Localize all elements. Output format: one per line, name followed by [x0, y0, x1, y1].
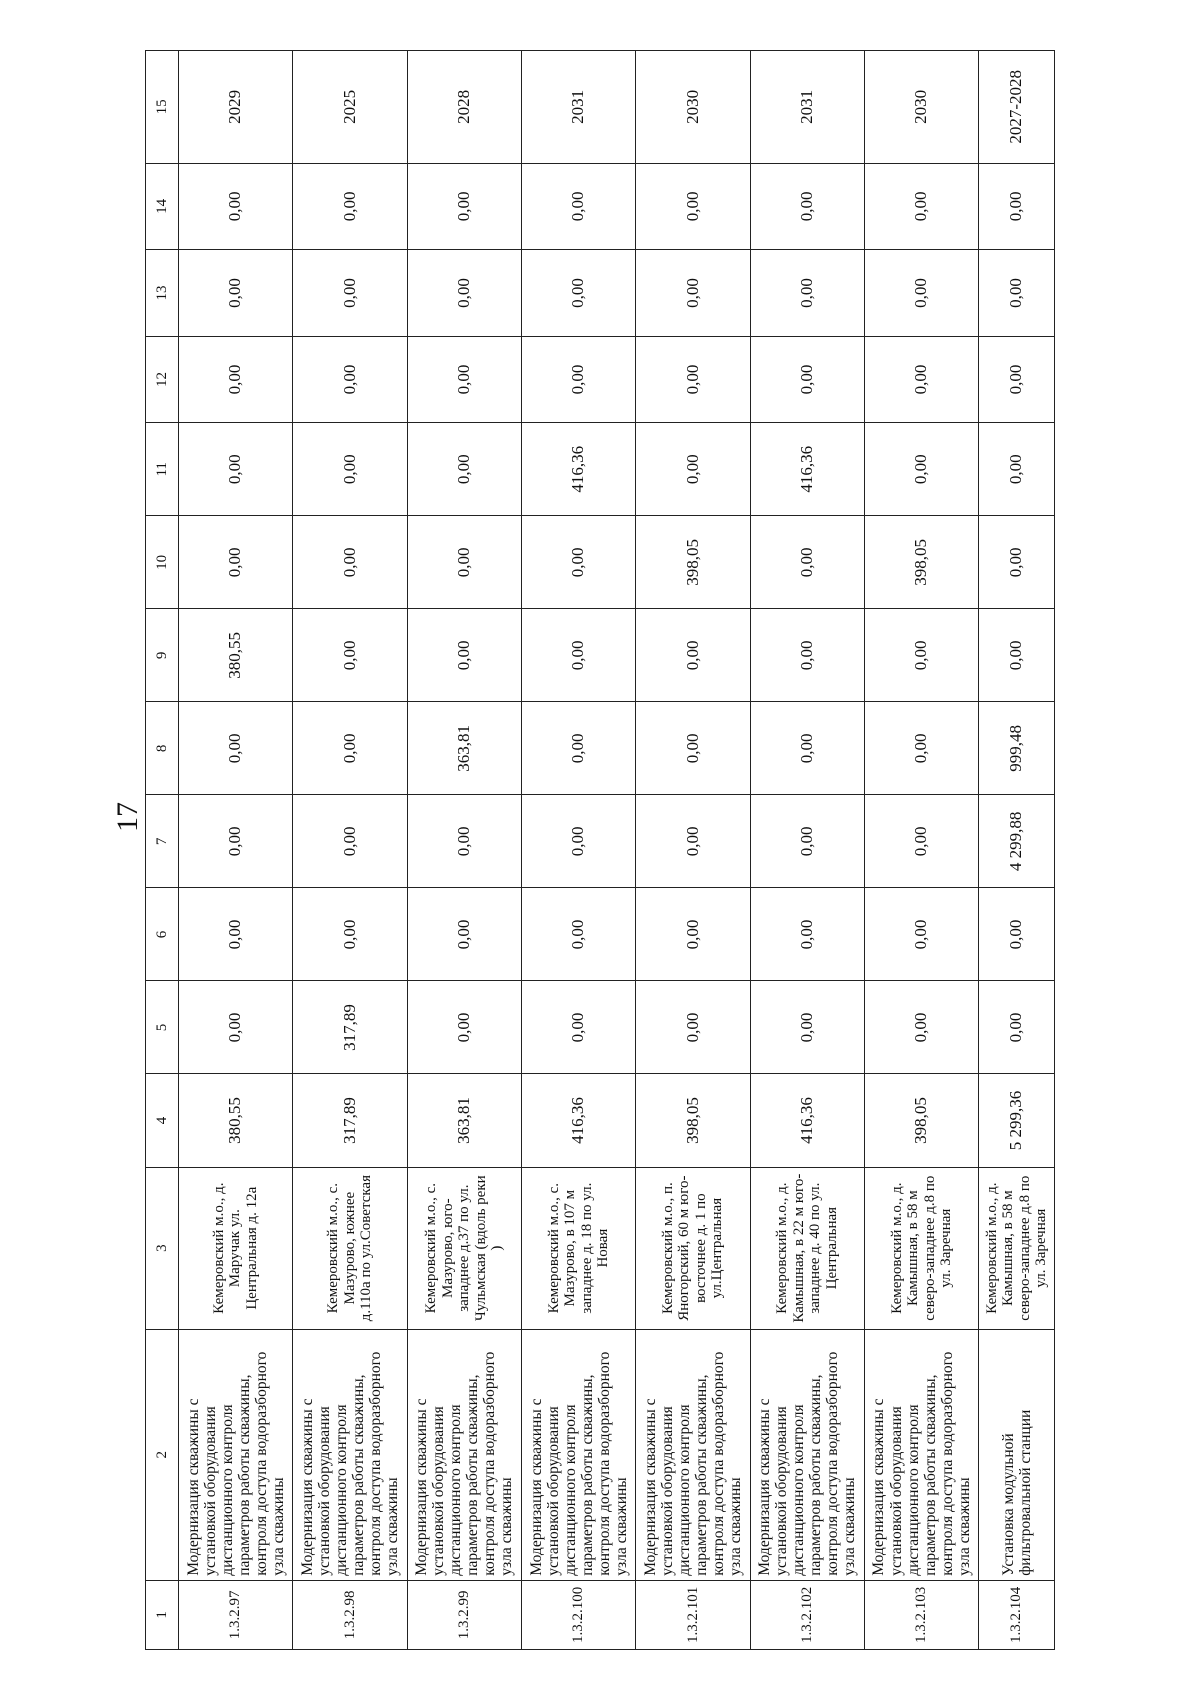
investment-table	[145, 50, 1055, 1650]
row-description: Установка модульной фильтровальной станции	[979, 1329, 1055, 1580]
column-header: 9	[146, 609, 179, 702]
row-value: 0,00	[864, 981, 978, 1074]
row-value: 0,00	[636, 163, 750, 250]
table-container	[145, 50, 1055, 1650]
row-value: 0,00	[750, 981, 864, 1074]
row-description: Модернизация скважины с установкой оборудования дистанционного контроля параметров работы скважины, контроля доступа водоразборного узла скважины	[293, 1329, 407, 1580]
table-row	[521, 51, 635, 1650]
row-value: 380,55	[179, 609, 293, 702]
row-description: Модернизация скважины с установкой оборудования дистанционного контроля параметров работы скважины, контроля доступа водоразборного узла скважины	[864, 1329, 978, 1580]
row-value: 0,00	[521, 163, 635, 250]
row-value: 0,00	[864, 423, 978, 516]
row-value: 0,00	[750, 336, 864, 423]
row-value: 0,00	[750, 163, 864, 250]
row-value: 0,00	[864, 336, 978, 423]
row-value: 0,00	[521, 250, 635, 337]
row-code: 1.3.2.104	[979, 1580, 1055, 1649]
row-value: 0,00	[293, 423, 407, 516]
row-value: 0,00	[636, 702, 750, 795]
row-code: 1.3.2.100	[521, 1580, 635, 1649]
row-value: 416,36	[521, 423, 635, 516]
row-value: 0,00	[864, 702, 978, 795]
row-value: 0,00	[179, 423, 293, 516]
row-value: 0,00	[636, 336, 750, 423]
header-row	[146, 51, 179, 1650]
row-value: 2031	[750, 51, 864, 164]
column-header: 5	[146, 981, 179, 1074]
row-value: 2030	[864, 51, 978, 164]
row-address: Кемеровский м.о., с. Мазурово, в 107 м западнее д. 18 по ул. Новая	[521, 1167, 635, 1329]
row-value: 0,00	[407, 250, 521, 337]
row-description: Модернизация скважины с установкой оборудования дистанционного контроля параметров работы скважины, контроля доступа водоразборного узла скважины	[636, 1329, 750, 1580]
table-row	[293, 51, 407, 1650]
row-value: 0,00	[521, 795, 635, 888]
table-row	[750, 51, 864, 1650]
row-code: 1.3.2.97	[179, 1580, 293, 1649]
row-value: 0,00	[979, 163, 1055, 250]
row-value: 0,00	[293, 516, 407, 609]
row-value: 0,00	[179, 888, 293, 981]
row-value: 0,00	[979, 250, 1055, 337]
row-value: 398,05	[864, 516, 978, 609]
row-value: 363,81	[407, 702, 521, 795]
row-description: Модернизация скважины с установкой оборудования дистанционного контроля параметров работы скважины, контроля доступа водоразборного узла скважины	[750, 1329, 864, 1580]
column-header: 11	[146, 423, 179, 516]
row-value: 4 299,88	[979, 795, 1055, 888]
row-value: 2025	[293, 51, 407, 164]
column-header: 8	[146, 702, 179, 795]
row-value: 0,00	[750, 516, 864, 609]
row-description: Модернизация скважины с установкой оборудования дистанционного контроля параметров работы скважины, контроля доступа водоразборного узла скважины	[521, 1329, 635, 1580]
column-header: 12	[146, 336, 179, 423]
column-header: 4	[146, 1074, 179, 1167]
row-value: 0,00	[521, 609, 635, 702]
row-value: 0,00	[979, 423, 1055, 516]
row-code: 1.3.2.103	[864, 1580, 978, 1649]
row-value: 398,05	[636, 1074, 750, 1167]
row-value: 0,00	[407, 888, 521, 981]
row-value: 0,00	[179, 981, 293, 1074]
row-value: 0,00	[293, 336, 407, 423]
row-value: 2027-2028	[979, 51, 1055, 164]
row-description: Модернизация скважины с установкой оборудования дистанционного контроля параметров работы скважины, контроля доступа водоразборного узла скважины	[407, 1329, 521, 1580]
row-code: 1.3.2.102	[750, 1580, 864, 1649]
row-value: 0,00	[979, 609, 1055, 702]
row-value: 0,00	[750, 888, 864, 981]
row-value: 0,00	[864, 163, 978, 250]
row-value: 0,00	[979, 516, 1055, 609]
row-value: 0,00	[521, 702, 635, 795]
row-address: Кемеровский м.о., д. Камышная, в 58 м северо-западнее д.8 по ул. Заречная	[979, 1167, 1055, 1329]
row-value: 0,00	[521, 981, 635, 1074]
column-header: 2	[146, 1329, 179, 1580]
row-value: 0,00	[521, 888, 635, 981]
row-value: 0,00	[179, 250, 293, 337]
row-value: 317,89	[293, 981, 407, 1074]
row-value: 0,00	[293, 250, 407, 337]
row-value: 0,00	[293, 888, 407, 981]
row-value: 0,00	[407, 609, 521, 702]
row-address: Кемеровский м.о., д. Камышная, в 58 м северо-западнее д.8 по ул. Заречная	[864, 1167, 978, 1329]
row-value: 0,00	[293, 163, 407, 250]
row-value: 2030	[636, 51, 750, 164]
row-value: 0,00	[636, 423, 750, 516]
row-value: 380,55	[179, 1074, 293, 1167]
row-value: 0,00	[179, 516, 293, 609]
table-row	[179, 51, 293, 1650]
row-value: 0,00	[179, 163, 293, 250]
row-value: 0,00	[750, 702, 864, 795]
row-value: 0,00	[521, 516, 635, 609]
table-row	[864, 51, 978, 1650]
row-value: 0,00	[636, 981, 750, 1074]
column-header: 6	[146, 888, 179, 981]
row-code: 1.3.2.98	[293, 1580, 407, 1649]
row-value: 317,89	[293, 1074, 407, 1167]
column-header: 7	[146, 795, 179, 888]
row-value: 0,00	[636, 250, 750, 337]
row-value: 416,36	[521, 1074, 635, 1167]
column-header: 3	[146, 1167, 179, 1329]
row-value: 0,00	[864, 250, 978, 337]
row-value: 0,00	[864, 609, 978, 702]
row-value: 363,81	[407, 1074, 521, 1167]
row-value: 0,00	[636, 795, 750, 888]
row-value: 0,00	[407, 981, 521, 1074]
column-header: 14	[146, 163, 179, 250]
row-value: 0,00	[179, 336, 293, 423]
row-value: 398,05	[864, 1074, 978, 1167]
column-header: 1	[146, 1580, 179, 1649]
row-value: 0,00	[979, 888, 1055, 981]
row-value: 0,00	[407, 423, 521, 516]
row-address: Кемеровский м.о., п. Яногорский, 60 м юго-восточнее д. 1 по ул.Центральная	[636, 1167, 750, 1329]
row-value: 0,00	[864, 795, 978, 888]
row-address: Кемеровский м.о., с. Мазурово, южнее д.110а по ул.Советская	[293, 1167, 407, 1329]
row-code: 1.3.2.99	[407, 1580, 521, 1649]
row-value: 0,00	[179, 702, 293, 795]
page-number: 17	[111, 802, 144, 832]
row-value: 416,36	[750, 423, 864, 516]
row-value: 2031	[521, 51, 635, 164]
row-address: Кемеровский м.о., д. Камышная, в 22 м юго-западнее д. 40 по ул. Центральная	[750, 1167, 864, 1329]
column-header: 10	[146, 516, 179, 609]
row-value: 999,48	[979, 702, 1055, 795]
row-value: 2028	[407, 51, 521, 164]
row-value: 416,36	[750, 1074, 864, 1167]
row-value: 0,00	[979, 336, 1055, 423]
row-value: 0,00	[293, 795, 407, 888]
row-value: 0,00	[750, 250, 864, 337]
row-value: 0,00	[750, 609, 864, 702]
row-value: 0,00	[521, 336, 635, 423]
row-value: 2029	[179, 51, 293, 164]
row-value: 0,00	[636, 888, 750, 981]
row-value: 0,00	[979, 981, 1055, 1074]
row-code: 1.3.2.101	[636, 1580, 750, 1649]
table-row	[636, 51, 750, 1650]
column-header: 15	[146, 51, 179, 164]
row-value: 0,00	[750, 795, 864, 888]
row-value: 5 299,36	[979, 1074, 1055, 1167]
row-value: 0,00	[636, 609, 750, 702]
column-header: 13	[146, 250, 179, 337]
table-row	[407, 51, 521, 1650]
table-row	[979, 51, 1055, 1650]
row-address: Кемеровский м.о., д. Маручак ул. Центральная д. 12а	[179, 1167, 293, 1329]
row-value: 0,00	[864, 888, 978, 981]
row-value: 0,00	[179, 795, 293, 888]
row-value: 0,00	[407, 795, 521, 888]
row-value: 398,05	[636, 516, 750, 609]
row-description: Модернизация скважины с установкой оборудования дистанционного контроля параметров работы скважины, контроля доступа водоразборного узла скважины	[179, 1329, 293, 1580]
row-value: 0,00	[407, 163, 521, 250]
row-address: Кемеровский м.о., с. Мазурово, юго-западнее д.37 по ул. Чульмская (вдоль реки )	[407, 1167, 521, 1329]
row-value: 0,00	[293, 702, 407, 795]
row-value: 0,00	[293, 609, 407, 702]
row-value: 0,00	[407, 336, 521, 423]
row-value: 0,00	[407, 516, 521, 609]
